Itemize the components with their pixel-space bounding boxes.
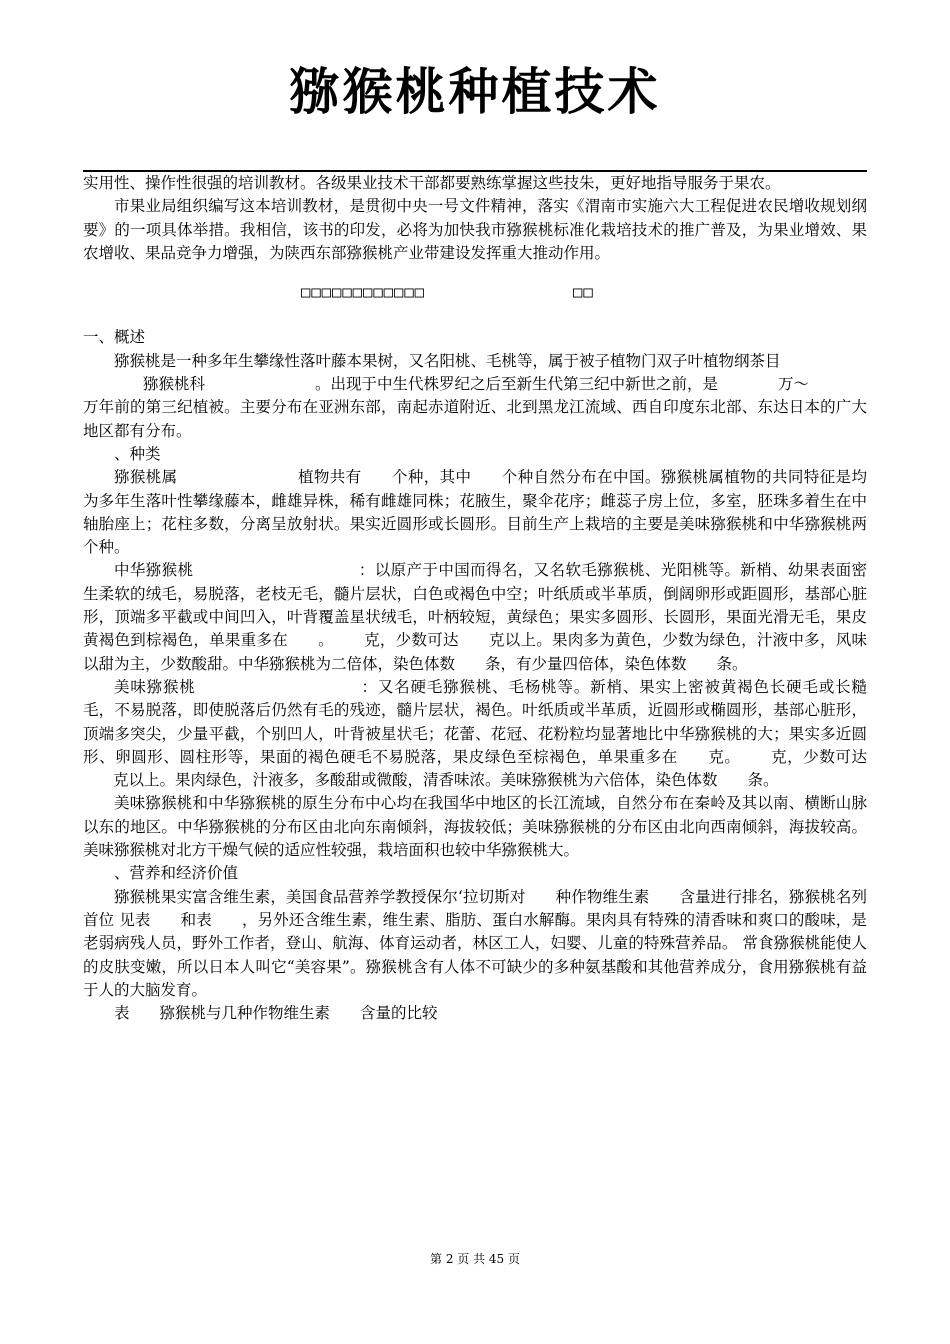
text-run: 个种，其中 (391, 468, 472, 487)
text-run: 猕猴桃属 (114, 468, 178, 487)
text-run: ：以原产于中国而得名，又名软毛猕猴桃、光阳桃等。新梢、幼果表面密生柔软的绒毛，易脱落，老枝无毛，髓片层状，白色或褐色中空；叶纸质或半革质，倒阔卵形或距圆形，基部心脏形，顶端多平截或中间凹入，叶背覆盖星状绒毛，叶柄较短，黄绿色；果实多圆形、长圆形，果面光滑无毛，果皮黄褐色到棕褐色，单果重多在 (83, 561, 867, 650)
intro-paragraph-2: 市果业局组织编写这本培训教材，是贯彻中央一号文件精神，落实《渭南市实施六大工程促进农民增收规划纲要》的一项具体举措。我相信，该书的印发，必将为加快我市猕猴桃标准化栽培技术的推广普及，为果业增效、果农增收、果品竞争力增强，为陕西东部猕猴桃产业带建设发挥重大推动作用。 (83, 197, 867, 262)
text-run: 条。 (716, 654, 748, 673)
text-run: 猕猴桃与几种作物维生素 (159, 1004, 331, 1023)
text-run: 猕猴桃是一种多年生攀缘性落叶藤本果树，又名阳桃、毛桃等，属于被子植物门双子叶植物纲茶目 (114, 351, 781, 370)
section3-paragraph (83, 886, 867, 1002)
text-run: 见表 (119, 910, 151, 929)
text-run: 。 (317, 631, 334, 650)
text-run: 植物共有 (297, 468, 362, 487)
text-run: 美味猕猴桃 (114, 677, 196, 696)
text-run: 猕猴桃科 (143, 375, 206, 394)
text-run: 条，有少量四倍体，染色体数 (485, 654, 687, 673)
text-run: 含量进行排名，猕猴桃名列首位 (83, 887, 867, 929)
text-run: ，美国食品营养学教授保尔‘拉切斯对 (270, 887, 526, 906)
text-run: 克，少数可达 (363, 631, 459, 650)
text-run: ，维生素 (367, 910, 430, 929)
section2-paragraph-distribution: 美味猕猴桃和中华猕猴桃的原生分布中心均在我国华中地区的长江流域，自然分布在秦岭及其以南、横断山脉以东的地区。中华猕猴桃的分布区由北向东南倾斜，海拔较低；美味猕猴桃的分布区由北向西南倾斜，海拔较高。美味猕猴桃对北方干燥气候的适应性较强，栽培面积也较中华猕猴桃大。 (83, 794, 867, 860)
section1-heading: 一、概述 (83, 328, 146, 347)
text-run: 。出现于中生代株罗纪之后至新生代第三纪中新世之前，是 (315, 375, 719, 394)
section2-paragraph-genus (83, 466, 867, 559)
text-run: 中华猕猴桃 (114, 561, 194, 580)
text-run: 种作物维生素 (555, 887, 650, 906)
text-run: 猕猴桃果实富含维生素 (114, 887, 271, 906)
text-run: 克。 (707, 747, 741, 766)
text-run: ，另外还含维生素 (241, 910, 368, 929)
text-run: 万年前的第三纪植被。主要分布在亚洲东部，南起赤道附近、北到黑龙江流域、西自印度东北部、东达日本的广大地区都有分布。 (83, 398, 867, 440)
section3-heading: 、营养和经济价值 (114, 864, 239, 883)
signature-line (83, 281, 867, 304)
table-caption (83, 1002, 867, 1025)
page-number-footer: 第 2 页 共 45 页 (430, 1252, 520, 1266)
text-run: 和表 (180, 910, 212, 929)
intro-paragraph-1: 实用性、操作性很强的培训教材。各级果业技术干部都要熟练掌握这些技朱，更好地指导服务于果农。 (83, 174, 781, 192)
signature-date: □□ (572, 283, 594, 302)
section2-paragraph-delicious-kiwi (83, 676, 867, 792)
section2-heading: 、种类 (114, 444, 161, 463)
section1-paragraph (83, 350, 867, 443)
text-run: 克以上。果肉多为黄色，少数为绿色，汁液中多，风味以甜为主，少数酸甜。中华猕猴桃为二倍体，染色体数 (83, 631, 867, 673)
document-body (83, 172, 867, 1025)
text-run: 克，少数可达 (770, 747, 867, 766)
text-run: 个种自然分布在中国。猕猴桃属植物的共同特征是均为多年生落叶性攀缘藤本，雌雄异株，稀有雌雄同株；花腋生，聚伞花序；雌蕊子房上位，多室，胚珠多着生在中轴胎座上；花柱多数，分离呈放射状。果实近圆形或长圆形。目前生产上栽培的主要是美味猕猴桃和中华猕猴桃两个种。 (83, 468, 867, 557)
text-run: 条。 (747, 771, 779, 790)
text-run: 克以上。果肉绿色，汁液多，多酸甜或微酸，清香味浓。美味猕猴桃为六倍体，染色体数 (113, 771, 718, 790)
text-run: 、脂肪、蛋白水解酶。果肉具有特殊的清香味和爽口的酸味，是老弱病残人员，野外工作者，登山、航海、体育运动者，林区工人，妇婴、儿童的特殊营养品。 常食猕猴桃能使人的皮肤变嫩，所以日本人叫它“美容果”。猕猴桃含有人体不可缺少的多种氨基酸和其他营养成分，食用猕猴桃有益于人的大脑发育。 (83, 910, 867, 999)
document-title: 猕猴桃种植技术 (289, 63, 661, 121)
signature: □□□□□□□□□□□□ (301, 283, 425, 302)
text-run: ：又名硬毛猕猴桃、毛杨桃等。新梢、果实上密被黄褐色长硬毛或长糙毛，不易脱落，即使脱落后仍然有毛的残迹，髓片层状，褐色。叶纸质或半革质，近圆形或椭圆形，基部心脏形，顶端多突尖，少量平截，个别凹人，叶背被星状毛；花蕾、花冠、花粉粒均显著地比中华猕猴桃的大；果实多近圆形、卵圆形、圆柱形等，果面的褐色硬毛不易脱落，果皮绿色至棕褐色，单果重多在 (83, 677, 867, 766)
text-run: 含量的比较 (360, 1004, 438, 1023)
text-run: 万～ (778, 375, 810, 394)
section2-paragraph-chinese-kiwi (83, 559, 867, 675)
text-run: 表 (114, 1004, 130, 1023)
